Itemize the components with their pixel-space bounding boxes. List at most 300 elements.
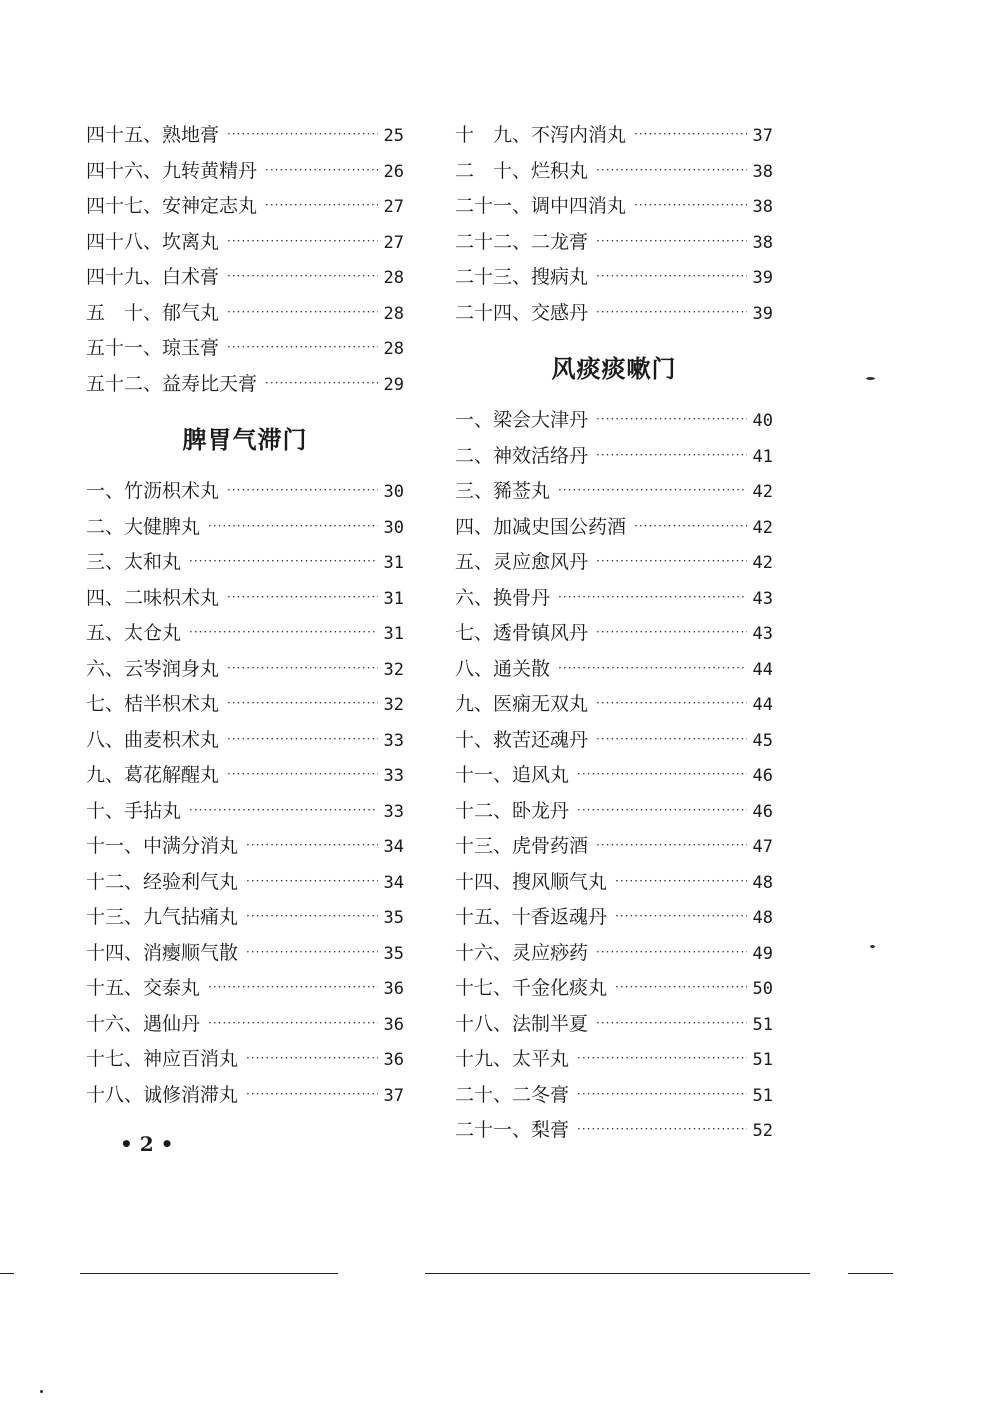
entry-separator: 、 bbox=[474, 409, 494, 431]
toc-entry bbox=[455, 156, 773, 192]
entry-separator: 、 bbox=[124, 870, 144, 893]
toc-entry bbox=[86, 867, 404, 903]
entry-number: 三 bbox=[86, 551, 106, 573]
dot-leader bbox=[558, 661, 746, 675]
entry-separator: 、 bbox=[474, 622, 494, 644]
toc-entry bbox=[86, 973, 404, 1009]
entry-page-number: 46 bbox=[752, 801, 773, 822]
entry-title: 熟地膏 bbox=[162, 124, 220, 146]
dot-leader bbox=[227, 234, 377, 248]
dot-leader bbox=[189, 625, 377, 639]
toc-entry bbox=[86, 583, 404, 619]
entry-page-number: 51 bbox=[752, 1014, 773, 1035]
entry-page-number: 36 bbox=[383, 1050, 404, 1070]
dot-leader bbox=[227, 767, 377, 781]
entry-page-number: 44 bbox=[752, 659, 773, 680]
toc-entry bbox=[455, 725, 773, 761]
toc-entry bbox=[86, 156, 404, 192]
entry-separator: 、 bbox=[474, 551, 494, 573]
entry-separator: 、 bbox=[105, 480, 125, 502]
entry-title: 不泻内消丸 bbox=[531, 124, 627, 146]
dot-leader bbox=[246, 874, 377, 888]
entry-number: 二十一 bbox=[455, 195, 513, 217]
entry-title: 交感丹 bbox=[531, 301, 589, 324]
entry-number: 九 bbox=[455, 693, 475, 715]
entry-number: 十三 bbox=[86, 906, 125, 928]
entry-separator: 、 bbox=[105, 728, 125, 751]
toc-entry bbox=[86, 938, 404, 974]
dot-leader bbox=[596, 412, 746, 426]
dot-leader bbox=[246, 945, 377, 959]
dot-leader bbox=[596, 838, 746, 852]
entry-number: 二十二 bbox=[455, 230, 513, 253]
dot-leader bbox=[596, 234, 746, 248]
entry-number: 四十七 bbox=[86, 195, 144, 217]
dot-leader bbox=[634, 198, 746, 212]
toc-list-left-top bbox=[86, 120, 404, 404]
entry-title: 九转黄精丹 bbox=[162, 159, 258, 182]
entry-separator: 、 bbox=[105, 551, 125, 573]
page-number: • 2 • bbox=[120, 1132, 174, 1156]
entry-title: 神应百消丸 bbox=[143, 1048, 239, 1070]
entry-title: 灵应愈风丹 bbox=[493, 551, 589, 573]
dot-leader bbox=[227, 127, 377, 141]
toc-entry bbox=[455, 298, 773, 334]
entry-page-number: 33 bbox=[383, 801, 404, 822]
entry-separator: 、 bbox=[124, 906, 144, 928]
toc-entry bbox=[455, 867, 773, 903]
entry-title: 通关散 bbox=[493, 657, 551, 680]
entry-separator: 、 bbox=[124, 1012, 144, 1035]
entry-separator: 、 bbox=[105, 764, 125, 786]
entry-separator: 、 bbox=[493, 870, 513, 893]
entry-page-number: 45 bbox=[752, 730, 773, 751]
dot-leader bbox=[246, 1051, 377, 1065]
toc-entry bbox=[86, 1080, 404, 1116]
scan-speck bbox=[40, 1390, 43, 1393]
entry-separator: 、 bbox=[512, 301, 532, 324]
entry-page-number: 33 bbox=[383, 730, 404, 751]
entry-separator: 、 bbox=[105, 799, 125, 822]
dot-leader bbox=[634, 127, 746, 141]
entry-separator: 、 bbox=[493, 977, 513, 999]
entry-page-number: 42 bbox=[752, 517, 773, 538]
entry-page-number: 41 bbox=[752, 446, 773, 467]
entry-number: 五 bbox=[86, 622, 106, 644]
entry-number: 二十一 bbox=[455, 1119, 513, 1141]
dot-leader bbox=[265, 376, 377, 390]
entry-page-number: 28 bbox=[383, 303, 404, 324]
entry-page-number: 35 bbox=[383, 908, 404, 928]
entry-title: 梨膏 bbox=[531, 1119, 570, 1141]
entry-page-number: 46 bbox=[752, 766, 773, 786]
entry-separator: 、 bbox=[474, 586, 494, 609]
entry-title: 二冬膏 bbox=[512, 1083, 570, 1106]
entry-separator: 、 bbox=[493, 1083, 513, 1106]
entry-title: 太平丸 bbox=[512, 1048, 570, 1070]
toc-right-column bbox=[455, 120, 773, 1151]
toc-entry bbox=[455, 1115, 773, 1151]
entry-separator: 、 bbox=[124, 1048, 144, 1070]
toc-entry bbox=[455, 689, 773, 725]
entry-number: 四十八 bbox=[86, 230, 144, 253]
dot-leader bbox=[189, 803, 377, 817]
toc-entry bbox=[455, 227, 773, 263]
dot-leader bbox=[615, 980, 746, 994]
dot-leader bbox=[577, 1087, 746, 1101]
entry-page-number: 52 bbox=[752, 1121, 773, 1141]
entry-number: 五 十 bbox=[86, 301, 144, 324]
toc-entry bbox=[86, 120, 404, 156]
entry-title: 手拈丸 bbox=[124, 799, 182, 822]
entry-number: 十七 bbox=[455, 977, 494, 999]
edge-mark-left bbox=[0, 1273, 14, 1274]
entry-separator: 、 bbox=[474, 480, 494, 502]
entry-number: 二 bbox=[455, 444, 475, 467]
entry-title: 豨莶丸 bbox=[493, 480, 551, 502]
dot-leader bbox=[208, 1016, 377, 1030]
entry-title: 灵应痧药 bbox=[512, 941, 589, 964]
footer-rule-left bbox=[80, 1273, 338, 1274]
toc-entry bbox=[455, 405, 773, 441]
entry-separator: 、 bbox=[512, 159, 532, 182]
entry-separator: 、 bbox=[124, 977, 144, 999]
entry-title: 太和丸 bbox=[124, 551, 182, 573]
entry-page-number: 43 bbox=[752, 624, 773, 644]
entry-title: 梁会大津丹 bbox=[493, 409, 589, 431]
dot-leader bbox=[615, 874, 746, 888]
toc-entry bbox=[86, 262, 404, 298]
dot-leader bbox=[615, 909, 746, 923]
toc-entry bbox=[455, 583, 773, 619]
entry-number: 二 bbox=[86, 515, 106, 538]
toc-entry bbox=[455, 831, 773, 867]
entry-separator: 、 bbox=[124, 941, 144, 964]
entry-number: 十五 bbox=[86, 977, 125, 999]
entry-page-number: 27 bbox=[383, 232, 404, 253]
entry-separator: 、 bbox=[143, 195, 163, 217]
entry-title: 琼玉膏 bbox=[162, 337, 220, 359]
dot-leader bbox=[227, 732, 377, 746]
toc-entry bbox=[86, 831, 404, 867]
toc-entry bbox=[455, 902, 773, 938]
entry-title: 换骨丹 bbox=[493, 586, 551, 609]
toc-entry bbox=[455, 1009, 773, 1045]
entry-page-number: 36 bbox=[383, 1014, 404, 1035]
dot-leader bbox=[227, 340, 377, 354]
entry-separator: 、 bbox=[493, 764, 513, 786]
entry-page-number: 29 bbox=[383, 374, 404, 395]
entry-title: 白术膏 bbox=[162, 266, 220, 288]
dot-leader bbox=[265, 163, 377, 177]
dot-leader bbox=[577, 1051, 746, 1065]
entry-title: 二味枳术丸 bbox=[124, 586, 220, 609]
entry-page-number: 49 bbox=[752, 943, 773, 964]
entry-title: 卧龙丹 bbox=[512, 799, 570, 822]
toc-entry bbox=[455, 441, 773, 477]
entry-page-number: 34 bbox=[383, 837, 404, 857]
entry-number: 六 bbox=[86, 657, 106, 680]
entry-title: 云岑润身丸 bbox=[124, 657, 220, 680]
toc-entry bbox=[86, 191, 404, 227]
scan-speck bbox=[866, 377, 875, 380]
dot-leader bbox=[227, 661, 377, 675]
entry-number: 八 bbox=[455, 657, 475, 680]
entry-page-number: 25 bbox=[383, 126, 404, 146]
toc-entry bbox=[455, 760, 773, 796]
entry-page-number: 39 bbox=[752, 303, 773, 324]
entry-page-number: 30 bbox=[383, 517, 404, 538]
entry-page-number: 30 bbox=[383, 482, 404, 502]
toc-entry bbox=[86, 725, 404, 761]
entry-title: 郁气丸 bbox=[162, 301, 220, 324]
entry-separator: 、 bbox=[512, 195, 532, 217]
toc-entry bbox=[86, 476, 404, 512]
entry-separator: 、 bbox=[143, 124, 163, 146]
entry-separator: 、 bbox=[105, 657, 125, 680]
footer-rule-right bbox=[848, 1273, 893, 1274]
entry-separator: 、 bbox=[493, 1048, 513, 1070]
entry-number: 十二 bbox=[455, 799, 494, 822]
entry-page-number: 37 bbox=[383, 1085, 404, 1106]
entry-separator: 、 bbox=[493, 835, 513, 857]
toc-entry bbox=[86, 227, 404, 263]
entry-title: 中满分消丸 bbox=[143, 835, 239, 857]
toc-entry bbox=[455, 547, 773, 583]
entry-separator: 、 bbox=[474, 728, 494, 751]
dot-leader bbox=[596, 696, 746, 710]
entry-page-number: 48 bbox=[752, 872, 773, 893]
entry-number: 十八 bbox=[86, 1083, 125, 1106]
dot-leader bbox=[227, 590, 377, 604]
entry-number: 四十九 bbox=[86, 266, 144, 288]
entry-title: 九气拈痛丸 bbox=[143, 906, 239, 928]
dot-leader bbox=[577, 767, 746, 781]
entry-title: 虎骨药酒 bbox=[512, 835, 589, 857]
entry-page-number: 42 bbox=[752, 482, 773, 502]
toc-entry bbox=[455, 512, 773, 548]
dot-leader bbox=[596, 625, 746, 639]
entry-separator: 、 bbox=[105, 515, 125, 538]
toc-entry bbox=[455, 1044, 773, 1080]
footer-rule-middle bbox=[425, 1273, 810, 1274]
entry-number: 十六 bbox=[455, 941, 494, 964]
entry-separator: 、 bbox=[105, 622, 125, 644]
entry-number: 二十 bbox=[455, 1083, 494, 1106]
entry-page-number: 42 bbox=[752, 553, 773, 573]
entry-title: 搜风顺气丸 bbox=[512, 870, 608, 893]
entry-number: 五十一 bbox=[86, 337, 144, 359]
entry-number: 十五 bbox=[455, 906, 494, 928]
dot-leader bbox=[577, 803, 746, 817]
toc-entry bbox=[86, 796, 404, 832]
entry-page-number: 43 bbox=[752, 588, 773, 609]
entry-separator: 、 bbox=[143, 230, 163, 253]
entry-number: 四十五 bbox=[86, 124, 144, 146]
entry-title: 二龙膏 bbox=[531, 230, 589, 253]
entry-number: 十六 bbox=[86, 1012, 125, 1035]
entry-title: 安神定志丸 bbox=[162, 195, 258, 217]
entry-number: 三 bbox=[455, 480, 475, 502]
toc-entry bbox=[86, 1044, 404, 1080]
toc-entry bbox=[86, 654, 404, 690]
entry-number: 九 bbox=[86, 764, 106, 786]
entry-separator: 、 bbox=[143, 372, 163, 395]
entry-separator: 、 bbox=[474, 515, 494, 538]
entry-number: 十一 bbox=[86, 835, 125, 857]
entry-page-number: 26 bbox=[383, 161, 404, 182]
toc-entry bbox=[86, 1009, 404, 1045]
entry-title: 诚修消滞丸 bbox=[143, 1083, 239, 1106]
entry-separator: 、 bbox=[512, 124, 532, 146]
toc-entry bbox=[455, 654, 773, 690]
entry-page-number: 28 bbox=[383, 339, 404, 359]
entry-separator: 、 bbox=[105, 693, 125, 715]
dot-leader bbox=[634, 519, 746, 533]
entry-title: 消瘿顺气散 bbox=[143, 941, 239, 964]
entry-page-number: 32 bbox=[383, 659, 404, 680]
entry-page-number: 37 bbox=[752, 126, 773, 146]
entry-title: 神效活络丹 bbox=[493, 444, 589, 467]
entry-title: 追风丸 bbox=[512, 764, 570, 786]
entry-title: 千金化痰丸 bbox=[512, 977, 608, 999]
dot-leader bbox=[227, 305, 377, 319]
entry-separator: 、 bbox=[143, 301, 163, 324]
entry-number: 八 bbox=[86, 728, 106, 751]
dot-leader bbox=[577, 1122, 746, 1136]
dot-leader bbox=[208, 519, 377, 533]
entry-separator: 、 bbox=[474, 657, 494, 680]
dot-leader bbox=[596, 732, 746, 746]
toc-entry bbox=[86, 689, 404, 725]
entry-number: 十二 bbox=[86, 870, 125, 893]
entry-number: 四 bbox=[455, 515, 475, 538]
entry-title: 经验利气丸 bbox=[143, 870, 239, 893]
entry-number: 十九 bbox=[455, 1048, 494, 1070]
entry-title: 葛花解醒丸 bbox=[124, 764, 220, 786]
toc-entry bbox=[86, 369, 404, 405]
toc-entry bbox=[455, 191, 773, 227]
entry-page-number: 36 bbox=[383, 979, 404, 999]
dot-leader bbox=[208, 980, 377, 994]
entry-page-number: 51 bbox=[752, 1085, 773, 1106]
entry-separator: 、 bbox=[105, 586, 125, 609]
entry-separator: 、 bbox=[143, 337, 163, 359]
entry-page-number: 39 bbox=[752, 268, 773, 288]
entry-title: 调中四消丸 bbox=[531, 195, 627, 217]
dot-leader bbox=[246, 838, 377, 852]
section-heading-spleen-stomach: 脾胃气滞门 bbox=[182, 426, 308, 454]
dot-leader bbox=[596, 554, 746, 568]
entry-number: 十 bbox=[86, 799, 106, 822]
entry-separator: 、 bbox=[493, 941, 513, 964]
entry-title: 法制半夏 bbox=[512, 1012, 589, 1035]
entry-separator: 、 bbox=[493, 906, 513, 928]
entry-number: 十 bbox=[455, 728, 475, 751]
entry-number: 七 bbox=[455, 622, 475, 644]
dot-leader bbox=[246, 1087, 377, 1101]
dot-leader bbox=[558, 483, 746, 497]
dot-leader bbox=[265, 198, 377, 212]
entry-number: 四十六 bbox=[86, 159, 144, 182]
entry-separator: 、 bbox=[474, 444, 494, 467]
entry-page-number: 40 bbox=[752, 411, 773, 431]
scan-speck bbox=[870, 945, 875, 948]
entry-page-number: 38 bbox=[752, 161, 773, 182]
entry-number: 十三 bbox=[455, 835, 494, 857]
entry-separator: 、 bbox=[512, 230, 532, 253]
entry-page-number: 32 bbox=[383, 695, 404, 715]
entry-title: 交泰丸 bbox=[143, 977, 201, 999]
entry-number: 一 bbox=[86, 480, 106, 502]
entry-number: 五 bbox=[455, 551, 475, 573]
toc-left-column bbox=[86, 120, 404, 1115]
entry-number: 十一 bbox=[455, 764, 494, 786]
dot-leader bbox=[596, 1016, 746, 1030]
toc-list-right-top bbox=[455, 120, 773, 333]
entry-number: 十八 bbox=[455, 1012, 494, 1035]
entry-title: 太仓丸 bbox=[124, 622, 182, 644]
entry-page-number: 38 bbox=[752, 232, 773, 253]
entry-title: 搜病丸 bbox=[531, 266, 589, 288]
toc-entry bbox=[86, 618, 404, 654]
entry-title: 十香返魂丹 bbox=[512, 906, 608, 928]
entry-number: 二十三 bbox=[455, 266, 513, 288]
entry-title: 大健脾丸 bbox=[124, 515, 201, 538]
entry-page-number: 44 bbox=[752, 695, 773, 715]
entry-number: 十七 bbox=[86, 1048, 125, 1070]
entry-title: 遇仙丹 bbox=[143, 1012, 201, 1035]
entry-number: 十 九 bbox=[455, 124, 513, 146]
entry-title: 加减史国公药酒 bbox=[493, 515, 627, 538]
entry-number: 四 bbox=[86, 586, 106, 609]
entry-title: 坎离丸 bbox=[162, 230, 220, 253]
dot-leader bbox=[227, 696, 377, 710]
section-heading-wind-phlegm: 风痰痰嗽门 bbox=[551, 355, 677, 383]
dot-leader bbox=[227, 483, 377, 497]
dot-leader bbox=[596, 163, 746, 177]
entry-number: 二十四 bbox=[455, 301, 513, 324]
entry-title: 曲麦枳术丸 bbox=[124, 728, 220, 751]
entry-number: 十四 bbox=[86, 941, 125, 964]
entry-title: 透骨镇风丹 bbox=[493, 622, 589, 644]
toc-entry bbox=[455, 938, 773, 974]
entry-page-number: 28 bbox=[383, 268, 404, 288]
entry-number: 七 bbox=[86, 693, 106, 715]
entry-page-number: 38 bbox=[752, 197, 773, 217]
entry-separator: 、 bbox=[143, 266, 163, 288]
toc-entry bbox=[86, 333, 404, 369]
entry-page-number: 31 bbox=[383, 553, 404, 573]
entry-number: 六 bbox=[455, 586, 475, 609]
entry-page-number: 50 bbox=[752, 979, 773, 999]
entry-separator: 、 bbox=[512, 266, 532, 288]
toc-entry bbox=[455, 618, 773, 654]
entry-number: 五十二 bbox=[86, 372, 144, 395]
entry-separator: 、 bbox=[512, 1119, 532, 1141]
toc-list-left-bottom bbox=[86, 476, 404, 1115]
dot-leader bbox=[596, 269, 746, 283]
toc-entry bbox=[86, 902, 404, 938]
dot-leader bbox=[189, 554, 377, 568]
entry-number: 十四 bbox=[455, 870, 494, 893]
entry-page-number: 33 bbox=[383, 766, 404, 786]
toc-entry bbox=[86, 760, 404, 796]
entry-title: 益寿比天膏 bbox=[162, 372, 258, 395]
toc-entry bbox=[455, 1080, 773, 1116]
toc-entry bbox=[455, 476, 773, 512]
toc-list-right-bottom bbox=[455, 405, 773, 1151]
